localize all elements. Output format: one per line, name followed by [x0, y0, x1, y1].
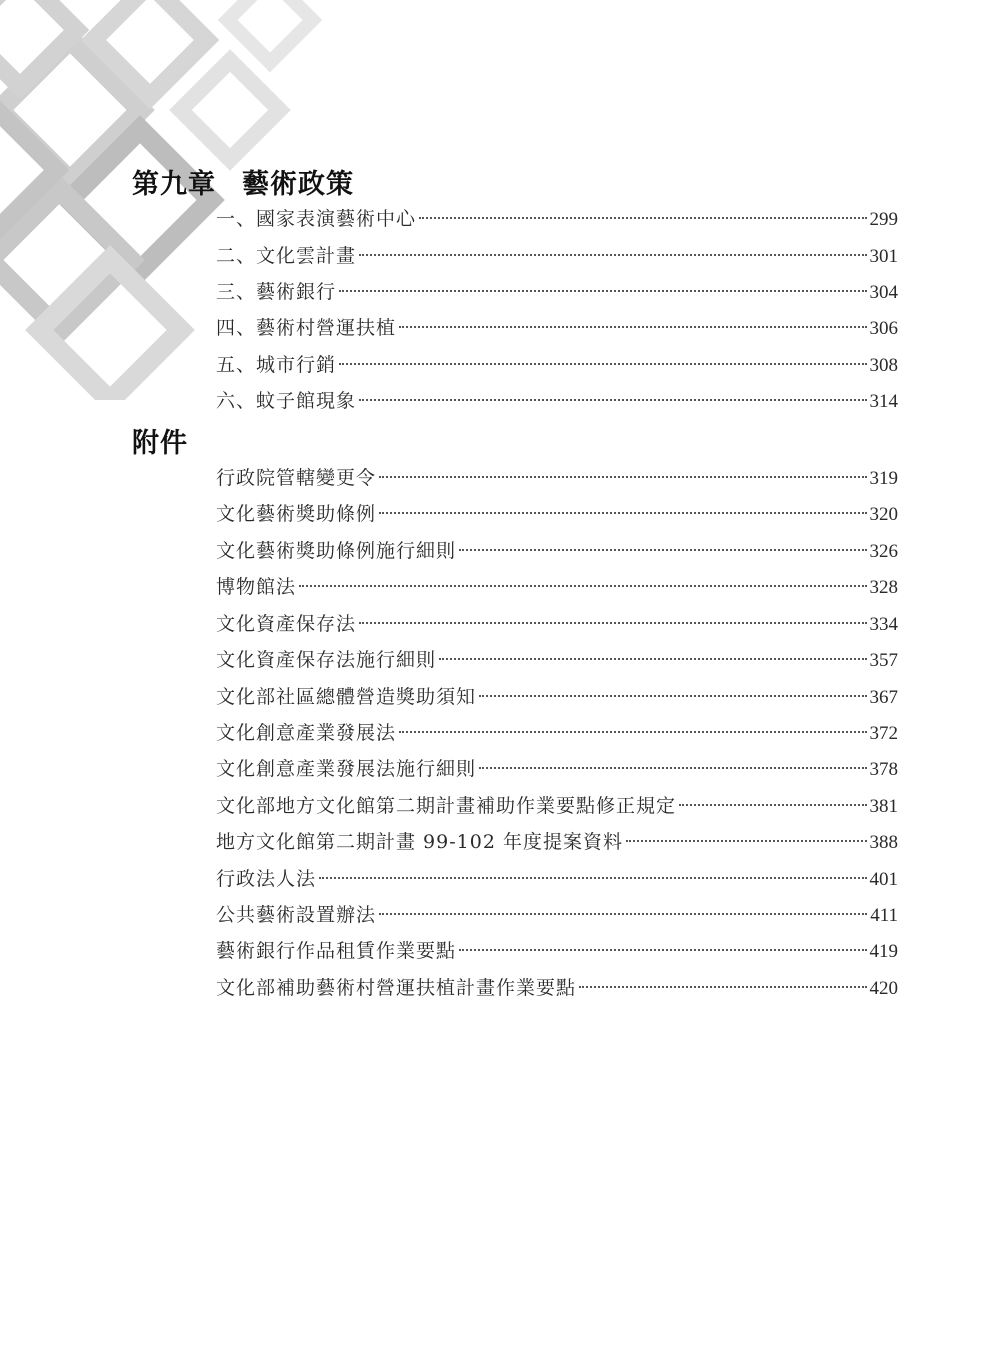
toc-entry-title: 文化創意產業發展法	[216, 722, 397, 744]
toc-entry-title: 行政院管轄變更令	[216, 467, 377, 489]
dot-leader	[379, 476, 866, 478]
toc-entry[interactable]	[216, 683, 898, 711]
toc-entry[interactable]	[216, 205, 898, 233]
toc-entry-title: 六、蚊子館現象	[216, 390, 357, 412]
toc-entry-title: 行政法人法	[216, 868, 317, 890]
dot-leader	[359, 622, 866, 624]
toc-entry-page: 326	[869, 541, 898, 562]
toc-entry-title: 博物館法	[216, 576, 297, 598]
toc-entry-page: 411	[870, 905, 898, 926]
dot-leader	[379, 913, 867, 915]
appendix-heading: 附件	[132, 428, 188, 459]
toc-entry-title: 藝術銀行作品租賃作業要點	[216, 940, 457, 962]
toc-entry-title: 二、文化雲計畫	[216, 245, 357, 267]
toc-entry[interactable]	[216, 755, 898, 783]
dot-leader	[679, 804, 866, 806]
toc-entry-page: 334	[869, 614, 898, 635]
toc-entry[interactable]	[216, 278, 898, 306]
toc-entry-page: 319	[869, 468, 898, 489]
toc-entry-title: 五、城市行銷	[216, 354, 337, 376]
toc-entry-page: 357	[869, 650, 898, 671]
dot-leader	[339, 363, 866, 365]
toc-entry[interactable]	[216, 974, 898, 1002]
toc-entry[interactable]	[216, 792, 898, 820]
toc-entry-page: 304	[869, 282, 898, 303]
toc-entry[interactable]	[216, 865, 898, 893]
toc-entry-page: 378	[869, 759, 898, 780]
chapter-heading	[132, 162, 354, 201]
dot-leader	[339, 290, 866, 292]
toc-entry-page: 388	[869, 832, 898, 853]
toc-entry-title: 三、藝術銀行	[216, 281, 337, 303]
toc-entry-page: 314	[869, 391, 898, 412]
toc-entry-title: 文化資產保存法	[216, 613, 357, 635]
dot-leader	[299, 585, 866, 587]
toc-entry-page: 367	[869, 687, 898, 708]
toc-entry-title: 公共藝術設置辦法	[216, 904, 377, 926]
toc-entry-title: 文化創意產業發展法施行細則	[216, 758, 477, 780]
dot-leader	[399, 731, 866, 733]
toc-entry[interactable]	[216, 646, 898, 674]
toc-entry-title: 文化部社區總體營造獎助須知	[216, 686, 477, 708]
toc-entry[interactable]	[216, 610, 898, 638]
toc-entry[interactable]	[216, 464, 898, 492]
toc-entry-title: 四、藝術村營運扶植	[216, 317, 397, 339]
toc-entry[interactable]	[216, 314, 898, 342]
chapter-title: 藝術政策	[242, 169, 354, 200]
toc-entry-page: 328	[869, 577, 898, 598]
dot-leader	[459, 949, 866, 951]
toc-entry-title: 文化藝術獎助條例施行細則	[216, 540, 457, 562]
toc-entry-page: 306	[869, 318, 898, 339]
dot-leader	[439, 658, 866, 660]
toc-entry-page: 381	[869, 796, 898, 817]
toc-entry[interactable]	[216, 351, 898, 379]
dot-leader	[419, 217, 866, 219]
toc-entry-page: 372	[869, 723, 898, 744]
toc-entry-page: 420	[869, 978, 898, 999]
toc-entry-page: 419	[869, 941, 898, 962]
toc-entry[interactable]	[216, 719, 898, 747]
toc-entry-title: 文化藝術獎助條例	[216, 503, 377, 525]
dot-leader	[379, 512, 866, 514]
toc-entry[interactable]	[216, 828, 898, 856]
dot-leader	[479, 767, 866, 769]
toc-entry-title: 地方文化館第二期計畫 99-102 年度提案資料	[216, 831, 623, 853]
dot-leader	[359, 254, 866, 256]
toc-entry-title: 文化資產保存法施行細則	[216, 649, 437, 671]
dot-leader	[359, 399, 866, 401]
toc-entry-page: 320	[869, 504, 898, 525]
toc-entry-page: 308	[869, 355, 898, 376]
toc-entry[interactable]	[216, 242, 898, 270]
dot-leader	[399, 326, 866, 328]
toc-entry-title: 文化部地方文化館第二期計畫補助作業要點修正規定	[216, 795, 677, 817]
toc-entry[interactable]	[216, 537, 898, 565]
toc-entry-page: 299	[869, 209, 898, 230]
dot-leader	[319, 877, 866, 879]
toc-entry[interactable]	[216, 573, 898, 601]
toc-entry-page: 401	[869, 869, 898, 890]
toc-entry[interactable]	[216, 901, 898, 929]
dot-leader	[479, 695, 866, 697]
toc-entry[interactable]	[216, 500, 898, 528]
toc-entry[interactable]	[216, 937, 898, 965]
toc-entry-title: 一、國家表演藝術中心	[216, 208, 417, 230]
dot-leader	[459, 549, 866, 551]
chapter-number: 第九章	[132, 169, 216, 200]
toc-entry-page: 301	[869, 246, 898, 267]
toc-entry-title: 文化部補助藝術村營運扶植計畫作業要點	[216, 977, 577, 999]
dot-leader	[626, 840, 867, 842]
toc-entry[interactable]	[216, 387, 898, 415]
dot-leader	[579, 986, 866, 988]
